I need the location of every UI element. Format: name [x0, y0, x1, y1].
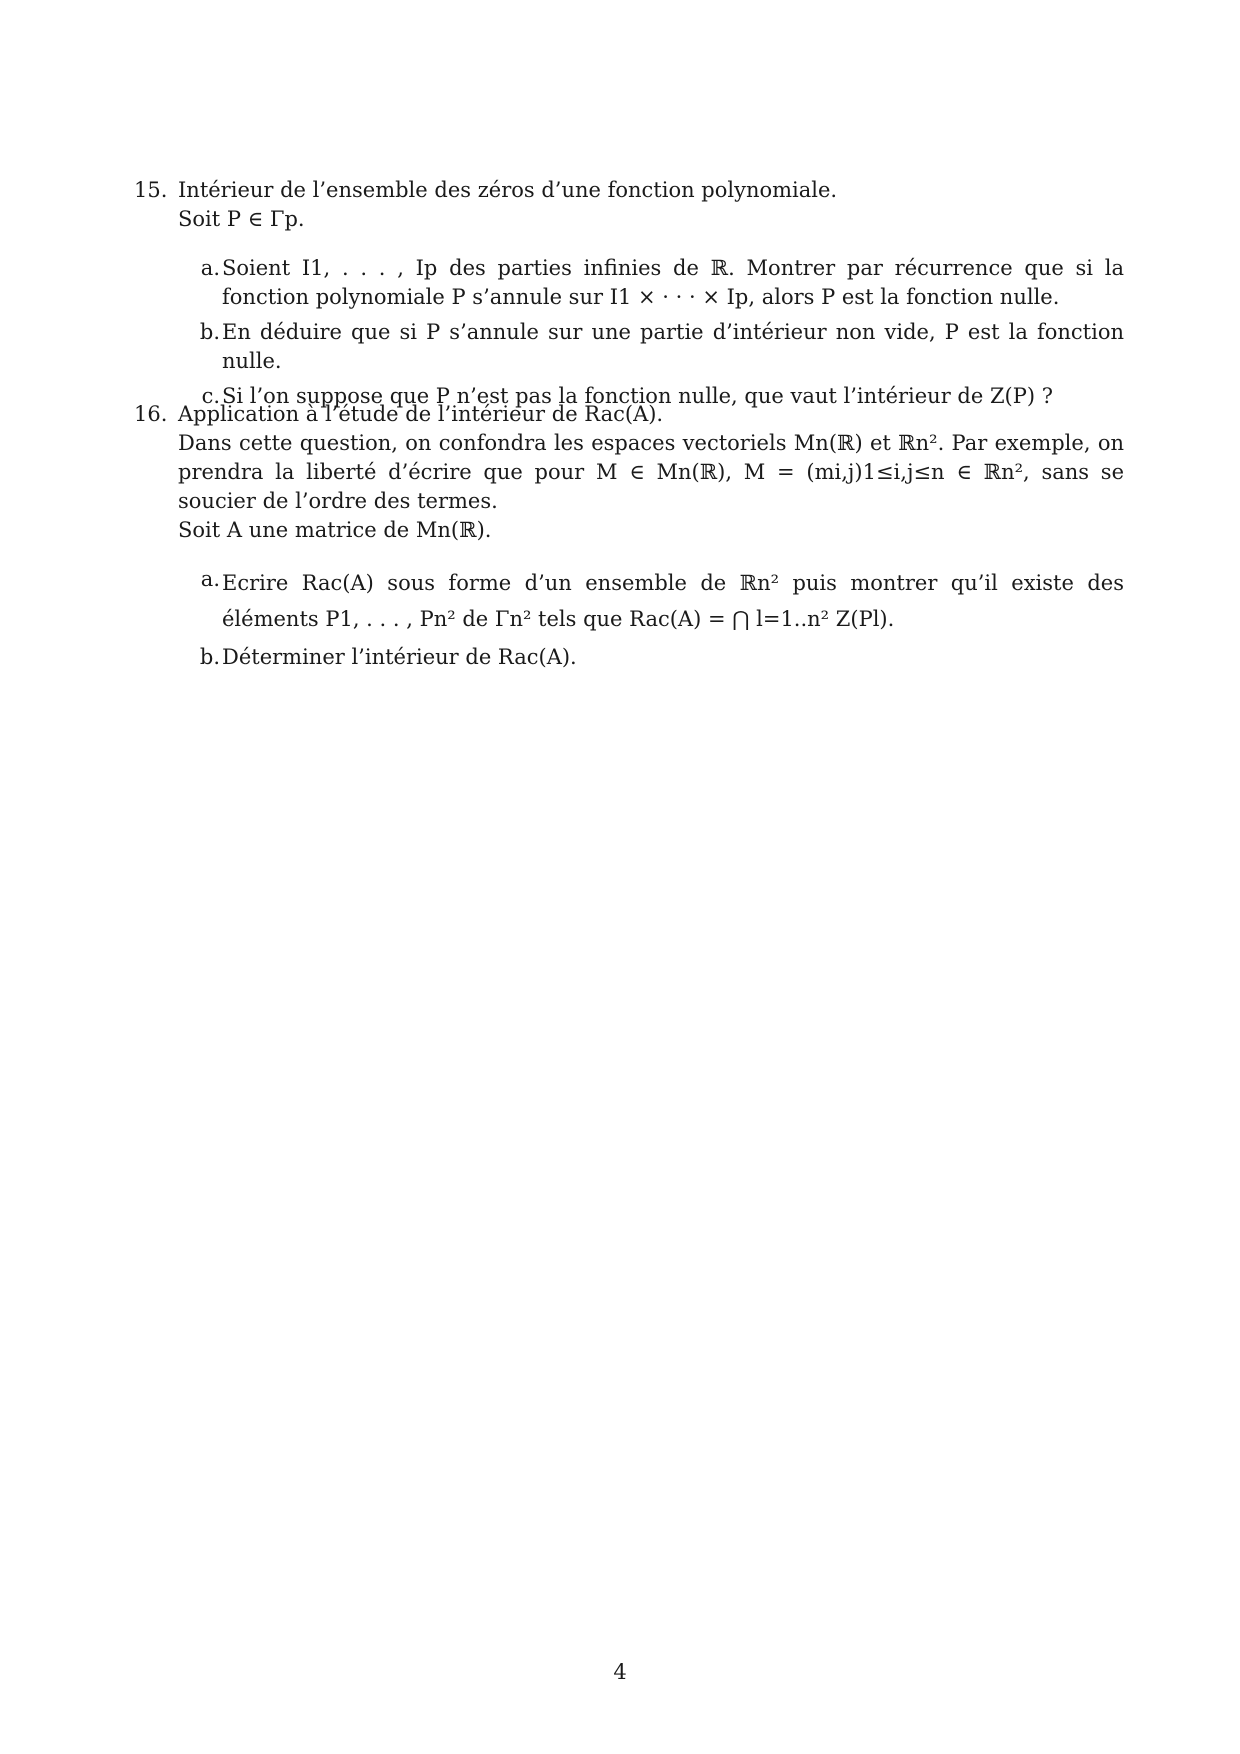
part-label: c. [201, 384, 220, 408]
question-intro-2: Soit A une matrice de Mn(ℝ). [178, 518, 492, 542]
part-label: b. [199, 320, 220, 344]
part-text: Déterminer l’intérieur de Rac(A). [222, 645, 577, 669]
part-text: Soient I1, . . . , Ip des parties infinies de ℝ. Montrer par récurrence que si la fonction polynomiale P s’annule sur I1 × · · · × Ip, alors P est la fonction nulle. [222, 256, 1124, 309]
question-intro: Dans cette question, on confondra les espaces vectoriels Mn(ℝ) et ℝn². Par exemple, on prendra la liberté d’écrire que pour M ∈ Mn(ℝ), M = (mi,j)1≤i,j≤n ∈ ℝn², sans se soucier de l’ordre des termes. [178, 431, 1124, 513]
question-intro: Soit P ∈ Γp. [178, 207, 305, 231]
part-label: a. [200, 256, 220, 280]
question-number: 16. [134, 402, 168, 426]
page-number: 4 [613, 1660, 627, 1684]
question-16 [134, 400, 1124, 672]
part-text: Si l’on suppose que P n’est pas la fonction nulle, que vaut l’intérieur de Z(P) ? [222, 384, 1054, 408]
part-text: Ecrire Rac(A) sous forme d’un ensemble de ℝn² puis montrer qu’il existe des éléments P1, . . . , Pn² de Γn² tels que Rac(A) = ⋂ l=1..n² Z(Pl). [222, 571, 1124, 631]
question-15 [134, 176, 1124, 411]
part-text: En déduire que si P s’annule sur une partie d’intérieur non vide, P est la fonction nulle. [222, 320, 1124, 373]
question-part-b [199, 318, 1124, 376]
question-number: 15. [134, 178, 168, 202]
question-title: Intérieur de l’ensemble des zéros d’une fonction polynomiale. [178, 178, 838, 202]
part-label: b. [199, 645, 220, 669]
question-part-b [199, 643, 1124, 672]
question-part-a [200, 565, 1124, 637]
question-part-a [200, 254, 1124, 312]
question-title: Application à l’étude de l’intérieur de Rac(A). [178, 402, 664, 426]
part-label: a. [200, 567, 220, 591]
